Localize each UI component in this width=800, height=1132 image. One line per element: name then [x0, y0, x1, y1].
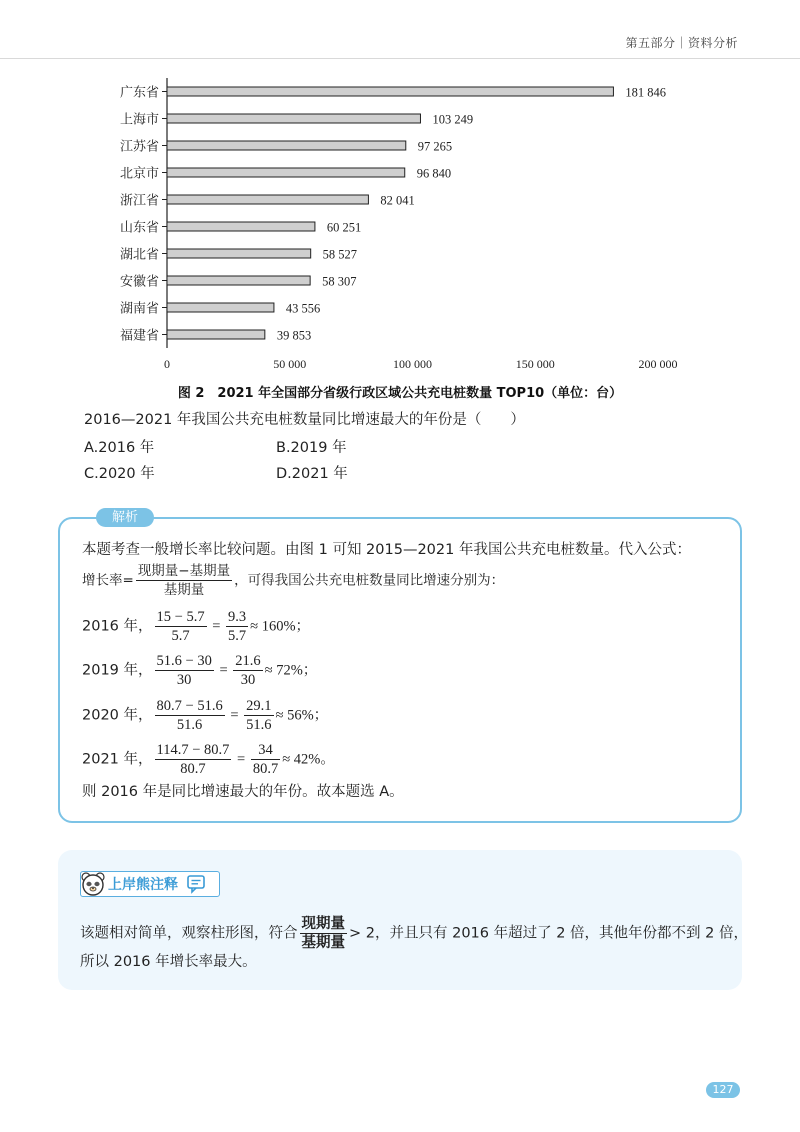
numerator: 51.6 − 30 — [156, 653, 212, 669]
value-label: 60 251 — [326, 220, 362, 235]
category-label: 山东省 — [119, 220, 159, 236]
row-result: ≈ 56%； — [275, 707, 329, 724]
x-tick-label: 50 000 — [273, 357, 307, 371]
option-a: A.2016 年 — [84, 440, 155, 456]
formula-denominator: 基期量 — [163, 582, 205, 598]
formula-line — [82, 562, 504, 599]
bar-chart — [0, 70, 800, 380]
option-b: B.2019 年 — [276, 440, 347, 456]
page-header: 第五部分｜资料分析 — [625, 36, 738, 50]
bar — [167, 195, 368, 204]
analysis-conclusion: 则 2016 年是同比增速最大的年份。故本题选 A。 — [82, 784, 404, 800]
note-line-2: 所以 2016 年增长率最大。 — [80, 954, 257, 970]
denominator: 51.6 — [246, 717, 272, 733]
denominator: 5.7 — [228, 628, 247, 644]
value-label: 96 840 — [416, 166, 452, 181]
note-line-1 — [80, 915, 748, 952]
value-label: 97 265 — [417, 139, 453, 154]
denominator: 51.6 — [176, 717, 203, 733]
x-tick-label: 100 000 — [393, 357, 432, 371]
formula-numerator: 现期量−基期量 — [137, 563, 231, 579]
x-tick-label: 200 000 — [638, 357, 678, 371]
analysis-row-2016: 2016 年， $\frac{15 - 5.7}{5.7}$ = $\frac{9.3}{5.7}$ ≈ 160%； — [82, 609, 311, 644]
value-label: 58 527 — [322, 247, 358, 262]
page-number: 127 — [706, 1082, 740, 1098]
value-label: 103 249 — [432, 112, 474, 127]
denominator: 30 — [240, 672, 256, 688]
analysis-row-2019: 2019 年， $\frac{51.6 - 30}{30}$ = $\frac{21.6}{30}$ ≈ 72%； — [82, 653, 318, 688]
note-fraction — [300, 915, 348, 952]
denominator: 30 — [176, 672, 192, 688]
bar — [167, 87, 613, 96]
row-year: 2016 年， — [82, 618, 153, 635]
category-label: 湖南省 — [119, 301, 159, 317]
bar — [167, 168, 405, 177]
analysis-intro: 本题考查一般增长率比较问题。由图 1 可知 2015—2021 年我国公共充电桩数量。代入公式： — [82, 542, 691, 558]
numerator: 21.6 — [235, 653, 261, 669]
category-label: 福建省 — [119, 328, 159, 344]
category-label: 江苏省 — [119, 139, 159, 155]
row-year: 2021 年， — [82, 751, 153, 768]
numerator: 9.3 — [228, 609, 247, 625]
row-year: 2019 年， — [82, 662, 153, 679]
value-label: 181 846 — [625, 85, 667, 100]
numerator: 29.1 — [246, 698, 272, 714]
option-c: C.2020 年 — [84, 466, 155, 482]
bar — [167, 141, 406, 150]
row-fraction-2 — [251, 741, 280, 778]
row-fraction-2 — [226, 608, 248, 645]
row-fraction-1 — [155, 741, 232, 778]
denominator: 5.7 — [171, 628, 190, 644]
comment-icon — [186, 874, 206, 894]
bar — [167, 222, 315, 231]
bar — [167, 303, 274, 312]
category-label: 北京市 — [119, 166, 159, 182]
bar — [167, 276, 310, 285]
category-label: 湖北省 — [119, 247, 159, 263]
question-stem: 2016—2021 年我国公共充电桩数量同比增速最大的年份是（ ） — [84, 412, 525, 428]
analysis-tag: 解析 — [96, 508, 154, 527]
analysis-row-2021: 2021 年， $\frac{114.7 - 80.7}{80.7}$ = $\frac{34}{80.7}$ ≈ 42%。 — [82, 742, 335, 777]
analysis-row-2020: 2020 年， $\frac{80.7 - 51.6}{51.6}$ = $\frac{29.1}{51.6}$ ≈ 56%； — [82, 698, 329, 733]
value-label: 43 556 — [285, 301, 321, 316]
chart-title: 图 2 2021 年全国部分省级行政区域公共充电桩数量 TOP10（单位：台） — [177, 386, 623, 401]
header-divider — [0, 58, 800, 59]
note-text-b: > 2，并且只有 2016 年超过了 2 倍，其他年份都不到 2 倍， — [349, 925, 748, 942]
formula-label: 增长率= — [82, 572, 134, 589]
row-fraction-1 — [155, 608, 207, 645]
row-fraction-2 — [244, 697, 273, 734]
row-fraction-2 — [233, 652, 262, 689]
category-label: 上海市 — [119, 112, 159, 128]
value-label: 82 041 — [380, 193, 415, 208]
row-fraction-1 — [155, 697, 225, 734]
denominator: 80.7 — [180, 761, 206, 777]
bar — [167, 249, 311, 258]
numerator: 80.7 − 51.6 — [156, 698, 223, 714]
row-result: ≈ 160%； — [250, 618, 311, 635]
bear-mascot-icon — [78, 869, 108, 899]
value-label: 58 307 — [322, 274, 357, 289]
value-label: 39 853 — [276, 328, 312, 343]
numerator: 现期量 — [301, 916, 345, 932]
row-result: ≈ 42%。 — [282, 751, 335, 768]
bar — [167, 330, 265, 339]
category-label: 浙江省 — [119, 193, 159, 209]
row-year: 2020 年， — [82, 707, 153, 724]
numerator: 114.7 − 80.7 — [156, 742, 230, 758]
x-tick-label: 150 000 — [515, 357, 555, 371]
numerator: 34 — [251, 741, 280, 760]
denominator: 基期量 — [301, 935, 345, 951]
formula-fraction — [136, 562, 232, 599]
row-result: ≈ 72%； — [264, 662, 318, 679]
note-text-a: 该题相对简单，观察柱形图，符合 — [80, 925, 298, 942]
option-d: D.2021 年 — [276, 466, 348, 482]
row-fraction-1 — [155, 652, 214, 689]
x-tick-label: 0 — [164, 357, 170, 371]
formula-tail: ，可得我国公共充电桩数量同比增速分别为： — [234, 572, 505, 589]
bar — [167, 114, 420, 123]
denominator: 80.7 — [252, 761, 279, 777]
category-label: 广东省 — [119, 85, 159, 101]
note-title: 上岸熊注释 — [108, 877, 178, 893]
category-label: 安徽省 — [119, 274, 159, 290]
numerator: 15 − 5.7 — [156, 609, 205, 625]
